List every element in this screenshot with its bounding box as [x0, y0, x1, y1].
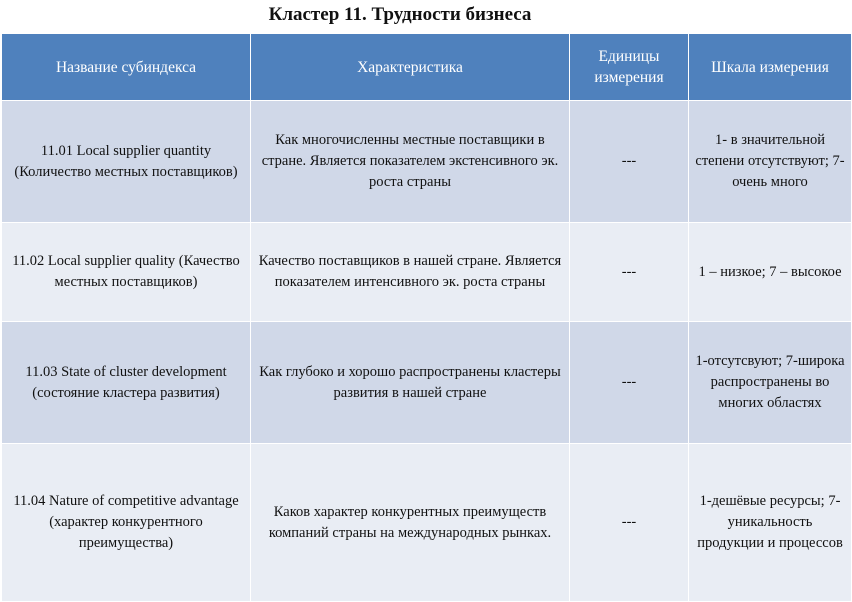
- cell-name: 11.02 Local supplier quality (Качество местных поставщиков): [2, 223, 251, 322]
- header-description: Характеристика: [251, 34, 570, 101]
- cell-scale: 1-дешёвые ресурсы; 7-уникальность продукции и процессов: [689, 444, 852, 602]
- header-name: Название субиндекса: [2, 34, 251, 101]
- cell-description: Качество поставщиков в нашей стране. Является показателем интенсивного эк. роста страны: [251, 223, 570, 322]
- cell-scale: 1- в значительной степени отсутствуют; 7- очень много: [689, 101, 852, 223]
- cell-description: Как многочисленны местные поставщики в стране. Является показателем экстенсивного эк. роста страны: [251, 101, 570, 223]
- header-units: Единицы измерения: [570, 34, 689, 101]
- cell-scale: 1-отсутсвуют; 7-широка распространены во многих областях: [689, 322, 852, 444]
- table-row: [2, 322, 852, 444]
- header-scale: Шкала измерения: [689, 34, 852, 101]
- cell-units: ---: [570, 322, 689, 444]
- table-row: [2, 444, 852, 602]
- cell-name: 11.04 Nature of competitive advantage (характер конкурентного преимущества): [2, 444, 251, 602]
- cell-units: ---: [570, 223, 689, 322]
- table-row: [2, 101, 852, 223]
- table-header-row: [2, 34, 852, 101]
- cell-name: 11.01 Local supplier quantity (Количество местных поставщиков): [2, 101, 251, 223]
- subindex-table: [1, 33, 852, 602]
- page-title: Кластер 11. Трудности бизнеса: [268, 4, 532, 25]
- cell-description: Каков характер конкурентных преимуществ компаний страны на международных рынках.: [251, 444, 570, 602]
- cell-name: 11.03 State of cluster development (состояние кластера развития): [2, 322, 251, 444]
- table-row: [2, 223, 852, 322]
- cell-scale: 1 – низкое; 7 – высокое: [689, 223, 852, 322]
- cell-units: ---: [570, 444, 689, 602]
- cell-description: Как глубоко и хорошо распространены кластеры развития в нашей стране: [251, 322, 570, 444]
- cell-units: ---: [570, 101, 689, 223]
